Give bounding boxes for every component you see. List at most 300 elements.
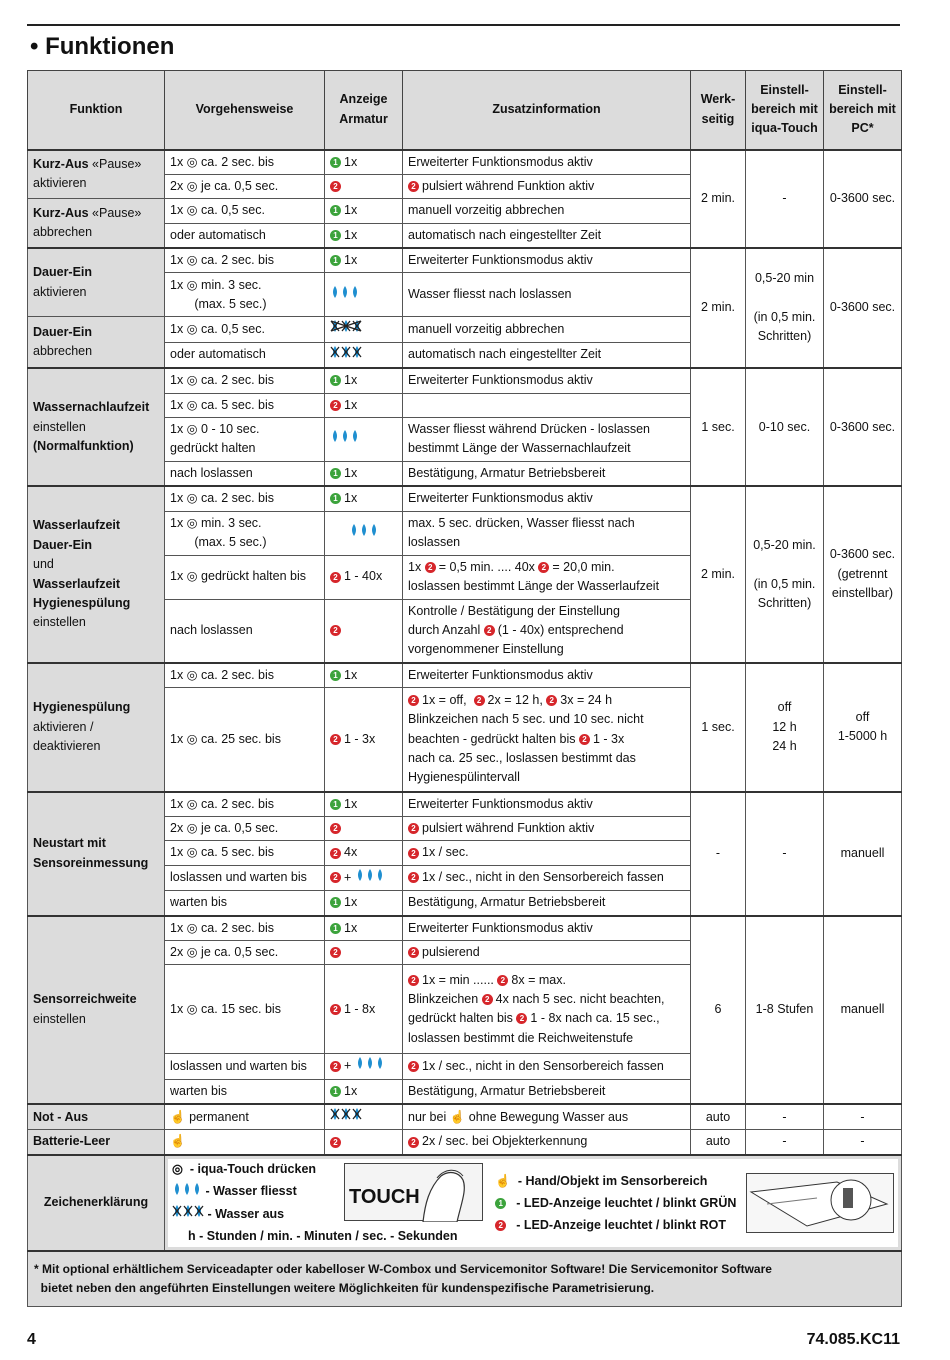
info-text: 2x / sec. bei Objekterkennung — [422, 1134, 588, 1149]
step-cell: 1x ◎ ca. 0,5 sec. — [165, 317, 325, 342]
info-cell: Erweiterter Funktionsmodus aktiv — [403, 248, 691, 273]
function-label: Kurz-Aus — [33, 205, 89, 220]
iqua-cell: 0-10 sec. — [746, 368, 824, 486]
info-text: 8x = max. — [511, 972, 566, 987]
red-led-icon: 2 — [425, 562, 436, 573]
red-led-icon: 2 — [538, 562, 549, 573]
document-number: 74.085.KC11 — [806, 1331, 900, 1348]
step-cell: warten bis — [165, 1079, 325, 1104]
legend-title: Zeichenerklärung — [28, 1155, 165, 1251]
info-text: Blinkzeichen nach 5 sec. und 10 sec. nicht — [408, 712, 644, 727]
green-led-icon: 1 — [330, 468, 341, 479]
green-led-icon: 1 — [330, 375, 341, 386]
table-row — [28, 916, 902, 941]
green-led-icon: 1 — [330, 205, 341, 216]
info-text: 2x = 12 h, — [487, 692, 543, 707]
step-cell: 1x ◎ ca. 25 sec. bis — [165, 688, 325, 792]
legend-row — [28, 1155, 902, 1251]
info-cell: Erweiterter Funktionsmodus aktiv — [403, 792, 691, 817]
green-led-icon: 1 — [330, 493, 341, 504]
function-action: einstellen — [33, 419, 86, 434]
werkseitig-cell: auto — [691, 1104, 746, 1130]
led-cell — [325, 688, 403, 792]
legend-right — [495, 1170, 744, 1236]
step-text: 1x ◎ 0 - 10 sec. — [170, 422, 260, 436]
function-cell: Not - Aus — [28, 1104, 165, 1130]
led-count: 1x — [344, 796, 358, 811]
hand-icon: ☝ — [449, 1109, 466, 1124]
legend-red: - LED-Anzeige leuchtet / blinkt ROT — [516, 1217, 726, 1232]
red-led-icon: 2 — [408, 823, 419, 834]
led-cell — [325, 317, 403, 342]
info-cell — [403, 1104, 691, 1130]
red-led-icon: 2 — [408, 947, 419, 958]
info-cell: manuell vorzeitig abbrechen — [403, 317, 691, 342]
led-count: 1x — [344, 895, 358, 910]
step-cell — [165, 417, 325, 461]
red-led-icon: 2 — [516, 1013, 527, 1024]
function-action: deaktivieren — [33, 738, 101, 753]
iqua-step: (in 0,5 min. Schritten) — [753, 576, 816, 610]
info-text: bestimmt Länge der Wassernachlaufzeit — [408, 441, 631, 456]
function-label: Neustart mit — [33, 836, 106, 851]
green-led-icon: 1 — [330, 255, 341, 266]
iqua-option: 24 h — [772, 738, 797, 753]
step-text: 1x ◎ min. 3 sec. — [170, 515, 262, 530]
function-label: Wassernachlaufzeit — [33, 400, 150, 415]
pc-cell: 0-3600 sec. — [824, 368, 902, 486]
led-count: 1x — [344, 373, 358, 388]
pc-range: 1-5000 h — [837, 729, 888, 744]
step-cell: 1x ◎ ca. 2 sec. bis — [165, 663, 325, 688]
hand-icon: ☝ — [170, 1134, 186, 1149]
group-kurz-aus — [28, 150, 902, 249]
function-label: Wasserlaufzeit — [33, 576, 121, 591]
touch-label: TOUCH — [349, 1185, 420, 1208]
function-cell — [28, 916, 165, 1105]
led-cell — [325, 150, 403, 175]
info-cell: Bestätigung, Armatur Betriebsbereit — [403, 461, 691, 486]
table-row — [28, 486, 902, 511]
info-text: = 20,0 min. — [552, 559, 615, 574]
info-text: loslassen — [408, 535, 461, 550]
info-cell: Bestätigung, Armatur Betriebsbereit — [403, 1079, 691, 1104]
green-led-icon: 1 — [330, 897, 341, 908]
header-iqua: Einstell-bereich mit iqua-Touch — [746, 71, 824, 150]
led-cell — [325, 663, 403, 688]
water-off-icon — [330, 345, 362, 365]
red-led-icon: 2 — [408, 695, 419, 706]
red-led-icon: 2 — [330, 1061, 341, 1072]
red-led-icon: 2 — [330, 872, 341, 883]
legend-panel — [168, 1159, 898, 1247]
red-led-icon: 2 — [484, 625, 495, 636]
water-flowing-icon — [172, 1181, 202, 1203]
header-werkseitig: Werk-seitig — [691, 71, 746, 150]
led-cell — [325, 368, 403, 393]
info-text: 1x = off, — [422, 692, 467, 707]
led-cell — [325, 486, 403, 511]
pc-option: off — [855, 709, 870, 724]
info-cell: Wasser fliesst nach loslassen — [403, 273, 691, 317]
led-cell — [325, 865, 403, 890]
info-cell: automatisch nach eingestellter Zeit — [403, 342, 691, 368]
info-cell: Erweiterter Funktionsmodus aktiv — [403, 368, 691, 393]
header-pc: Einstell-bereich mit PC* — [824, 71, 902, 150]
group-hygienespuelung — [28, 663, 902, 792]
red-led-icon: 2 — [546, 695, 557, 706]
iqua-cell: - — [746, 1130, 824, 1155]
led-count: 1 - 8x — [344, 1001, 376, 1016]
led-cell — [325, 891, 403, 916]
step-cell: 1x ◎ ca. 2 sec. bis — [165, 486, 325, 511]
pc-cell: - — [824, 1130, 902, 1155]
step-cell: 1x ◎ gedrückt halten bis — [165, 555, 325, 599]
werkseitig-cell: 2 min. — [691, 486, 746, 663]
legend-green: - LED-Anzeige leuchtet / blinkt GRÜN — [516, 1195, 737, 1210]
water-flowing-icon — [330, 285, 360, 305]
led-count: 1x — [344, 465, 358, 480]
function-note: (Normalfunktion) — [33, 438, 134, 453]
step-cell — [165, 511, 325, 555]
info-text: 4x nach 5 sec. nicht beachten, — [495, 991, 665, 1006]
group-wassernachlaufzeit — [28, 368, 902, 486]
werkseitig-cell: auto — [691, 1130, 746, 1155]
info-cell — [403, 599, 691, 663]
function-cell — [28, 663, 165, 792]
info-text: Hygienespülintervall — [408, 770, 520, 785]
led-cell — [325, 916, 403, 941]
function-action: aktivieren — [33, 176, 87, 191]
info-cell — [403, 817, 691, 841]
step-cell: loslassen und warten bis — [165, 1054, 325, 1079]
info-text: loslassen bestimmt die Reichweitenstufe — [408, 1030, 634, 1045]
group-not-aus — [28, 1104, 902, 1155]
info-cell — [403, 511, 691, 555]
led-count: 1x — [344, 154, 358, 169]
werkseitig-cell: 2 min. — [691, 150, 746, 249]
red-led-icon: 2 — [408, 1061, 419, 1072]
info-text: 1x / sec., nicht in den Sensorbereich fassen — [422, 1058, 664, 1073]
table-row — [28, 1130, 902, 1155]
pc-cell: 0-3600 sec. — [824, 150, 902, 249]
info-text: ohne Bewegung Wasser aus — [468, 1109, 629, 1124]
pc-cell — [824, 486, 902, 663]
group-dauer-ein — [28, 248, 902, 368]
werkseitig-cell: - — [691, 792, 746, 916]
led-count: 1x — [344, 227, 358, 242]
red-led-icon: 2 — [579, 734, 590, 745]
function-cell — [28, 368, 165, 486]
footnote-line: Mit optional erhältlichem Serviceadapter oder kabelloser W-Combox und Servicemonitor Software! Die Servicemonitor Software — [42, 1262, 772, 1277]
red-led-icon: 2 — [330, 181, 341, 192]
step-cell: 1x ◎ ca. 5 sec. bis — [165, 841, 325, 865]
red-led-icon: 2 — [330, 823, 341, 834]
led-cell — [325, 965, 403, 1054]
led-count: 1 - 40x — [344, 569, 383, 584]
info-text: Blinkzeichen — [408, 991, 479, 1006]
table-row — [28, 248, 902, 273]
water-off-icon — [330, 1107, 362, 1127]
legend-section — [28, 1155, 902, 1251]
led-cell — [325, 511, 403, 555]
step-text: 1x ◎ min. 3 sec. — [170, 277, 262, 292]
red-led-icon: 2 — [330, 1004, 341, 1015]
info-text: 1x / sec. — [422, 845, 469, 860]
footnote — [28, 1251, 902, 1307]
led-cell — [325, 555, 403, 599]
function-label: Dauer-Ein — [33, 324, 93, 339]
green-led-icon: 1 — [330, 799, 341, 810]
info-cell — [403, 555, 691, 599]
function-label: Dauer-Ein — [33, 265, 93, 280]
function-note: «Pause» — [88, 157, 142, 171]
info-cell — [403, 940, 691, 964]
werkseitig-cell: 1 sec. — [691, 368, 746, 486]
iqua-cell: - — [746, 150, 824, 249]
red-led-icon: 2 — [330, 625, 341, 636]
red-led-icon: 2 — [330, 848, 341, 859]
pc-cell — [824, 663, 902, 792]
step-cell: oder automatisch — [165, 342, 325, 368]
water-flowing-icon — [355, 868, 385, 888]
led-cell — [325, 174, 403, 198]
info-cell — [403, 965, 691, 1054]
function-note: und — [33, 557, 54, 572]
led-cell — [325, 1079, 403, 1104]
info-text: nur bei — [408, 1109, 447, 1124]
water-off-icon — [330, 319, 362, 339]
led-cell — [325, 461, 403, 486]
led-count: 1x — [344, 920, 358, 935]
water-off-icon — [172, 1203, 204, 1225]
info-cell: automatisch nach eingestellter Zeit — [403, 223, 691, 248]
info-text: (1 - 40x) entsprechend — [497, 623, 624, 637]
legend-units: h - Stunden / min. - Minuten / sec. - Sekunden — [188, 1229, 458, 1244]
legend-body — [165, 1155, 902, 1251]
function-label: Hygienespülung — [33, 700, 131, 715]
green-led-icon: 1 — [330, 1086, 341, 1097]
led-cell — [325, 792, 403, 817]
led-count: 1x — [344, 397, 358, 412]
legend-water-off: - Wasser aus — [207, 1206, 285, 1221]
werkseitig-cell: 2 min. — [691, 248, 746, 368]
step-cell: 1x ◎ ca. 2 sec. bis — [165, 150, 325, 175]
info-text: loslassen bestimmt Länge der Wasserlaufzeit — [408, 579, 660, 594]
hand-icon: ☝ — [170, 1109, 186, 1124]
led-plus: + — [344, 870, 352, 885]
table-row — [28, 792, 902, 817]
pc-cell: - — [824, 1104, 902, 1130]
water-flowing-icon — [349, 523, 379, 543]
step-cell — [165, 1104, 325, 1130]
function-label: Wasserlaufzeit — [33, 518, 121, 533]
table-row — [28, 663, 902, 688]
info-text: pulsiert während Funktion aktiv — [422, 178, 595, 193]
led-cell — [325, 199, 403, 223]
function-cell: Batterie-Leer — [28, 1130, 165, 1155]
iqua-option: 12 h — [772, 719, 797, 734]
step-cell: oder automatisch — [165, 223, 325, 248]
step-text: (max. 5 sec.) — [194, 296, 267, 311]
info-text: vorgenommener Einstellung — [408, 642, 564, 657]
info-cell: Erweiterter Funktionsmodus aktiv — [403, 663, 691, 688]
info-cell — [403, 417, 691, 461]
footnote-line: bietet neben den angeführten Einstellungen weitere Möglichkeiten für kundenspezifische Parametrisierung. — [40, 1281, 655, 1295]
page-number: 4 — [27, 1331, 36, 1348]
red-led-icon: 2 — [408, 872, 419, 883]
led-cell — [325, 1054, 403, 1079]
legend-left — [172, 1158, 458, 1247]
info-text: = 0,5 min. .... 40x — [438, 559, 535, 574]
pc-note: (getrennt einstellbar) — [831, 566, 894, 601]
header-funktion: Funktion — [28, 71, 165, 150]
sensor-device-icon — [747, 1174, 895, 1234]
led-count: 1x — [344, 253, 358, 267]
legend-water-on: - Wasser fliesst — [205, 1184, 297, 1199]
top-rule — [27, 24, 900, 26]
red-led-icon: 2 — [330, 572, 341, 583]
green-led-icon: 1 — [330, 923, 341, 934]
led-cell — [325, 273, 403, 317]
header-anzeige: Anzeige Armatur — [325, 71, 403, 150]
finger-icon — [345, 1164, 485, 1222]
table-row — [28, 150, 902, 175]
footnote-row — [28, 1251, 902, 1307]
function-cell — [28, 317, 165, 368]
iqua-step: (in 0,5 min. Schritten) — [753, 310, 816, 344]
step-cell — [165, 1130, 325, 1155]
step-cell: 1x ◎ ca. 15 sec. bis — [165, 965, 325, 1054]
step-cell: 2x ◎ je ca. 0,5 sec. — [165, 940, 325, 964]
led-cell — [325, 1130, 403, 1155]
function-action: abbrechen — [33, 225, 93, 240]
functions-table — [27, 70, 902, 1307]
info-cell: Bestätigung, Armatur Betriebsbereit — [403, 891, 691, 916]
info-text: Wasser fliesst während Drücken - loslassen — [408, 422, 650, 436]
group-neustart — [28, 792, 902, 916]
table-row — [28, 368, 902, 393]
info-text: Kontrolle / Bestätigung der Einstellung — [408, 603, 620, 618]
water-flowing-icon — [330, 429, 360, 449]
led-count: 1x — [344, 1083, 358, 1098]
step-cell: 1x ◎ ca. 5 sec. bis — [165, 393, 325, 417]
hand-icon: ☝ — [495, 1173, 511, 1188]
red-led-icon: 2 — [474, 695, 485, 706]
function-action: aktivieren — [33, 284, 87, 299]
function-label: Dauer-Ein — [33, 537, 93, 552]
red-led-icon: 2 — [408, 181, 419, 192]
led-cell — [325, 248, 403, 273]
function-label: Hygienespülung — [33, 595, 131, 610]
step-cell: 1x ◎ ca. 2 sec. bis — [165, 792, 325, 817]
step-cell: loslassen und warten bis — [165, 865, 325, 890]
iqua-range: 0,5-20 min — [754, 271, 815, 286]
led-count: 1x — [344, 203, 358, 218]
info-text: pulsierend — [422, 944, 480, 959]
led-cell — [325, 1104, 403, 1130]
footnote-section — [28, 1251, 902, 1307]
green-led-icon: 1 — [330, 670, 341, 681]
function-action: abbrechen — [33, 344, 93, 359]
info-cell: Erweiterter Funktionsmodus aktiv — [403, 916, 691, 941]
footnote-star: * — [34, 1262, 39, 1277]
werkseitig-cell: 1 sec. — [691, 663, 746, 792]
led-count: 1x — [344, 667, 358, 682]
function-action: einstellen — [33, 1011, 86, 1026]
red-led-icon: 2 — [330, 947, 341, 958]
step-cell: 1x ◎ ca. 2 sec. bis — [165, 916, 325, 941]
info-cell — [403, 1130, 691, 1155]
step-cell: 1x ◎ ca. 0,5 sec. — [165, 199, 325, 223]
table-row — [28, 1104, 902, 1130]
info-cell — [403, 865, 691, 890]
info-text: beachten - gedrückt halten bis — [408, 731, 576, 746]
led-cell — [325, 417, 403, 461]
iqua-range: 0,5-20 min. — [753, 537, 816, 552]
info-cell: Erweiterter Funktionsmodus aktiv — [403, 486, 691, 511]
legend-hand: - Hand/Objekt im Sensorbereich — [517, 1173, 708, 1188]
iqua-cell — [746, 248, 824, 368]
red-led-icon: 2 — [330, 734, 341, 745]
device-illustration — [746, 1173, 894, 1233]
group-sensorreichweite — [28, 916, 902, 1105]
info-text: 1x / sec., nicht in den Sensorbereich fassen — [422, 870, 664, 885]
iqua-cell: 1-8 Stufen — [746, 916, 824, 1105]
group-wasserlaufzeit — [28, 486, 902, 663]
info-cell — [403, 393, 691, 417]
red-led-icon: 2 — [495, 1220, 506, 1231]
info-text: gedrückt halten bis — [408, 1011, 513, 1026]
led-cell — [325, 817, 403, 841]
led-cell — [325, 393, 403, 417]
pc-range: 0-3600 sec. — [829, 547, 896, 562]
led-cell — [325, 599, 403, 663]
step-cell: 2x ◎ je ca. 0,5 sec. — [165, 817, 325, 841]
step-text: (max. 5 sec.) — [194, 535, 267, 550]
step-cell: 1x ◎ ca. 2 sec. bis — [165, 248, 325, 273]
info-text: 1 - 8x nach ca. 15 sec., — [530, 1011, 660, 1026]
header-vorgehensweise: Vorgehensweise — [165, 71, 325, 150]
iqua-cell: - — [746, 1104, 824, 1130]
red-led-icon: 2 — [408, 1137, 419, 1148]
info-text: 1x = min ...... — [422, 972, 494, 987]
info-text: nach ca. 25 sec., loslassen bestimmt das — [408, 751, 636, 766]
function-cell — [28, 199, 165, 248]
function-action: aktivieren / — [33, 719, 94, 734]
function-cell — [28, 792, 165, 916]
red-led-icon: 2 — [482, 994, 493, 1005]
step-cell: warten bis — [165, 891, 325, 916]
red-led-icon: 2 — [408, 848, 419, 859]
function-label: Kurz-Aus — [33, 157, 89, 171]
iqua-cell — [746, 486, 824, 663]
info-cell: Erweiterter Funktionsmodus aktiv — [403, 150, 691, 175]
green-led-icon: 1 — [330, 230, 341, 241]
iqua-cell: - — [746, 792, 824, 916]
step-text: gedrückt halten — [170, 441, 256, 456]
function-label: Sensoreinmessung — [33, 855, 149, 870]
function-cell — [28, 150, 165, 199]
led-plus: + — [344, 1058, 352, 1073]
header-zusatz: Zusatzinformation — [403, 71, 691, 150]
info-cell — [403, 1054, 691, 1079]
werkseitig-cell: 6 — [691, 916, 746, 1105]
info-text: 1x — [408, 559, 422, 574]
led-count: 4x — [344, 845, 358, 860]
led-cell — [325, 223, 403, 248]
red-led-icon: 2 — [330, 400, 341, 411]
